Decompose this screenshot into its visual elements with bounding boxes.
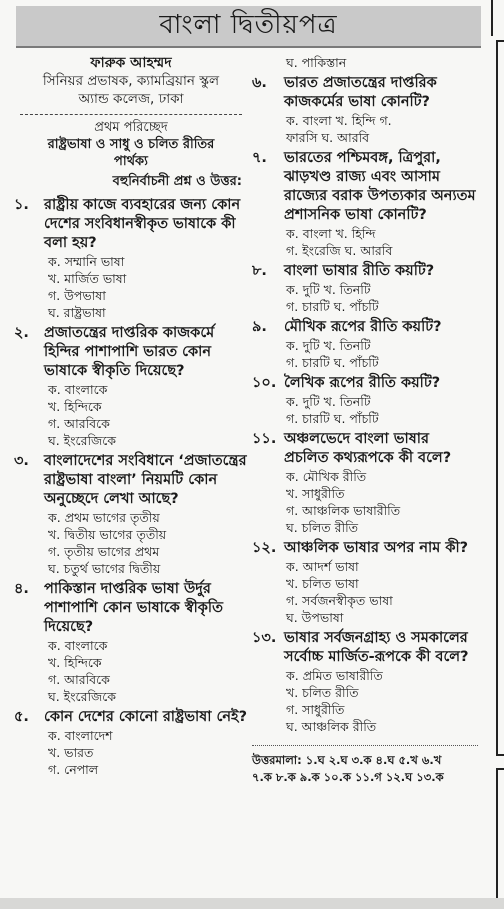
option-continuation — [286, 54, 478, 71]
option: গ. উপভাষা — [48, 288, 106, 303]
option: ক. বাংলা খ. হিন্দি — [286, 226, 376, 241]
question-number: ৮. — [252, 263, 267, 279]
option: ক. মৌখিক রীতি — [286, 469, 367, 484]
question-item — [14, 580, 248, 705]
chapter-subtitle: রাষ্ট্রভাষা ও সাধু ও চলিত রীতির — [47, 137, 215, 152]
question-item — [252, 74, 478, 146]
option: গ. আরবিকে — [48, 416, 110, 431]
question-number: ৩. — [14, 453, 29, 469]
section-heading: বহুনির্বাচনী প্রশ্ন ও উত্তর: — [112, 174, 242, 189]
left-column — [14, 54, 248, 778]
author-block — [14, 54, 248, 108]
option: ঘ. ইংরেজিকে — [48, 433, 116, 448]
options-list — [286, 393, 478, 427]
options-list — [286, 281, 478, 315]
question-text: লৈখিক রূপের রীতি কয়টি? — [284, 375, 441, 391]
options-list — [48, 253, 248, 321]
option: ঘ. পাকিস্তান — [286, 55, 347, 70]
option: গ. ইংরেজি ঘ. আরবি — [286, 243, 393, 258]
option: ঘ. ইংরেজিকে — [48, 689, 116, 704]
question-item — [252, 374, 478, 427]
question-item — [252, 539, 478, 626]
option: ক. বাংলা খ. হিন্দি গ. — [286, 113, 392, 128]
question-text: পাকিস্তান দাপ্তরিক ভাষা উর্দুর পাশাপাশি কোন ভাষাকে স্বীকৃতি দিয়েছে? — [44, 581, 223, 635]
question-item — [14, 324, 248, 449]
option: গ. চারটি ঘ. পাঁচটি — [286, 411, 379, 426]
page-title: বাংলা দ্বিতীয়পত্র — [16, 6, 481, 48]
adjacent-column-border — [496, 40, 504, 756]
question-item — [14, 708, 248, 778]
option: ক. দুটি খ. তিনটি — [286, 338, 371, 353]
option: ক. বাংলাকে — [48, 638, 108, 653]
answer-key-line: ১.ঘ ২.ঘ ৩.ক ৪.ঘ ৫.খ ৬.খ — [305, 753, 442, 767]
option: ঘ. আঞ্চলিক রীতি — [286, 719, 377, 734]
question-text: আঞ্চলিক ভাষার অপর নাম কী? — [284, 540, 469, 556]
option: ক. প্রমিত ভাষারীতি — [286, 668, 383, 683]
option: ক. সম্মানি ভাষা — [48, 254, 125, 269]
question-item — [252, 149, 478, 259]
divider — [491, 0, 493, 36]
question-text: ভারতের পশ্চিমবঙ্গ, ত্রিপুরা, ঝাড়খণ্ড রাজ্য এবং আসাম রাজ্যের বরাক উপত্যকার অন্যতম প্রশাসনিক ভাষা কোনটি? — [284, 150, 476, 223]
question-number: ৯. — [252, 319, 267, 335]
answer-key — [252, 752, 478, 786]
chapter-subtitle: পার্থক্য — [114, 154, 148, 169]
question-text: মৌখিক রূপের রীতি কয়টি? — [284, 319, 442, 335]
option: খ. চলিত রীতি — [286, 685, 359, 700]
option: গ. তৃতীয় ভাগের প্রথম — [48, 544, 160, 559]
chapter-title: প্রথম পরিচ্ছেদ — [94, 120, 168, 135]
option: ঘ. চলিত রীতি — [286, 520, 359, 535]
option: ক. দুটি খ. তিনটি — [286, 394, 371, 409]
option: ঘ. রাষ্ট্রভাষা — [48, 305, 106, 320]
option: খ. হিন্দিকে — [48, 399, 102, 414]
option: ফারসি ঘ. আরবি — [286, 130, 370, 145]
question-number: ১২. — [252, 540, 277, 556]
option: গ. সর্বজনস্বীকৃত ভাষা — [286, 593, 393, 608]
option: গ. চারটি ঘ. পাঁচটি — [286, 299, 379, 314]
question-item — [252, 629, 478, 735]
question-item — [252, 318, 478, 371]
question-item — [252, 430, 478, 536]
question-list — [252, 74, 478, 735]
question-number: ১১. — [252, 431, 277, 447]
option: খ. সাধুরীতি — [286, 486, 345, 501]
options-list — [286, 225, 478, 259]
options-list — [48, 637, 248, 705]
option: খ. চলিত ভাষা — [286, 576, 359, 591]
answer-key-line: ৭.ক ৮.ক ৯.ক ১০.ক ১১.গ ১২.ঘ ১৩.ক — [252, 770, 444, 784]
question-number: ১৩. — [252, 630, 277, 646]
option: খ. হিন্দিকে — [48, 655, 102, 670]
question-item — [14, 452, 248, 577]
options-list — [286, 337, 478, 371]
option: ক. প্রথম ভাগের তৃতীয় — [48, 510, 160, 525]
question-number: ৬. — [252, 75, 267, 91]
divider — [20, 114, 242, 115]
option: ক. আদর্শ ভাষা — [286, 559, 359, 574]
option: খ. ভারত — [48, 745, 94, 760]
question-number: ১০. — [252, 375, 277, 391]
option: ক. বাংলাদেশ — [48, 728, 113, 743]
option: গ. আঞ্চলিক ভাষারীতি — [286, 503, 401, 518]
option: খ. দ্বিতীয় ভাগের তৃতীয় — [48, 527, 167, 542]
author-institution: অ্যান্ড কলেজ, ঢাকা — [78, 91, 184, 107]
option: গ. সাধুরীতি — [286, 702, 345, 717]
options-list — [286, 667, 478, 735]
question-item — [252, 262, 478, 315]
question-text: ভাষার সর্বজনগ্রাহ্য ও সমকালের সর্বোচ্চ মার্জিত-রূপকে কী বলে? — [284, 630, 469, 665]
question-text: রাষ্ট্রীয় কাজে ব্যবহারের জন্য কোন দেশের সংবিধানস্বীকৃত ভাষাকে কী বলা হয়? — [44, 197, 241, 251]
options-list — [286, 468, 478, 536]
right-column — [252, 54, 478, 786]
question-item — [14, 196, 248, 321]
question-number: ১. — [14, 197, 29, 213]
options-list — [48, 381, 248, 449]
question-text: বাংলা ভাষার রীতি কয়টি? — [284, 263, 435, 279]
option: ক. দুটি খ. তিনটি — [286, 282, 371, 297]
question-number: ৪. — [14, 581, 29, 597]
option: ঘ. চতুর্থ ভাগের দ্বিতীয় — [48, 561, 161, 576]
question-text: ভারত প্রজাতন্ত্রের দাপ্তরিক কাজকর্মের ভাষা কোনটি? — [284, 75, 437, 110]
options-list — [48, 727, 248, 778]
question-number: ২. — [14, 325, 29, 341]
bottom-strip — [0, 898, 504, 909]
option: ক. বাংলাকে — [48, 382, 108, 397]
question-number: ৭. — [252, 150, 267, 166]
answer-key-label: উত্তরমালা: — [252, 753, 302, 767]
option: গ. আরবিকে — [48, 672, 110, 687]
question-text: অঞ্চলভেদে বাংলা ভাষার প্রচলিত কথ্যরূপকে কী বলে? — [284, 431, 452, 466]
author-title: সিনিয়র প্রভাষক, ক্যামব্রিয়ান স্কুল — [42, 73, 220, 89]
divider — [252, 745, 478, 746]
option: ঘ. উপভাষা — [286, 610, 344, 625]
question-list — [14, 196, 248, 778]
option: গ. চারটি ঘ. পাঁচটি — [286, 355, 379, 370]
question-text: কোন দেশের কোনো রাষ্ট্রভাষা নেই? — [44, 709, 247, 725]
question-text: বাংলাদেশের সংবিধানে ‘প্রজাতন্ত্রের রাষ্ট্রভাষা বাংলা’ নিয়মটি কোন অনুচ্ছেদে লেখা আছে? — [44, 453, 247, 507]
author-name: ফারুক আহম্মদ — [90, 55, 172, 71]
options-list — [48, 509, 248, 577]
option: গ. নেপাল — [48, 762, 99, 777]
options-list — [286, 558, 478, 626]
question-text: প্রজাতন্ত্রের দাপ্তরিক কাজকর্মে হিন্দির পাশাপাশি ভারত কোন ভাষাকে স্বীকৃতি দিয়েছে? — [44, 325, 215, 379]
question-number: ৫. — [14, 709, 29, 725]
adjacent-column-border — [496, 768, 504, 902]
chapter-heading — [14, 119, 248, 170]
option: খ. মার্জিত ভাষা — [48, 271, 127, 286]
options-list — [286, 112, 478, 146]
